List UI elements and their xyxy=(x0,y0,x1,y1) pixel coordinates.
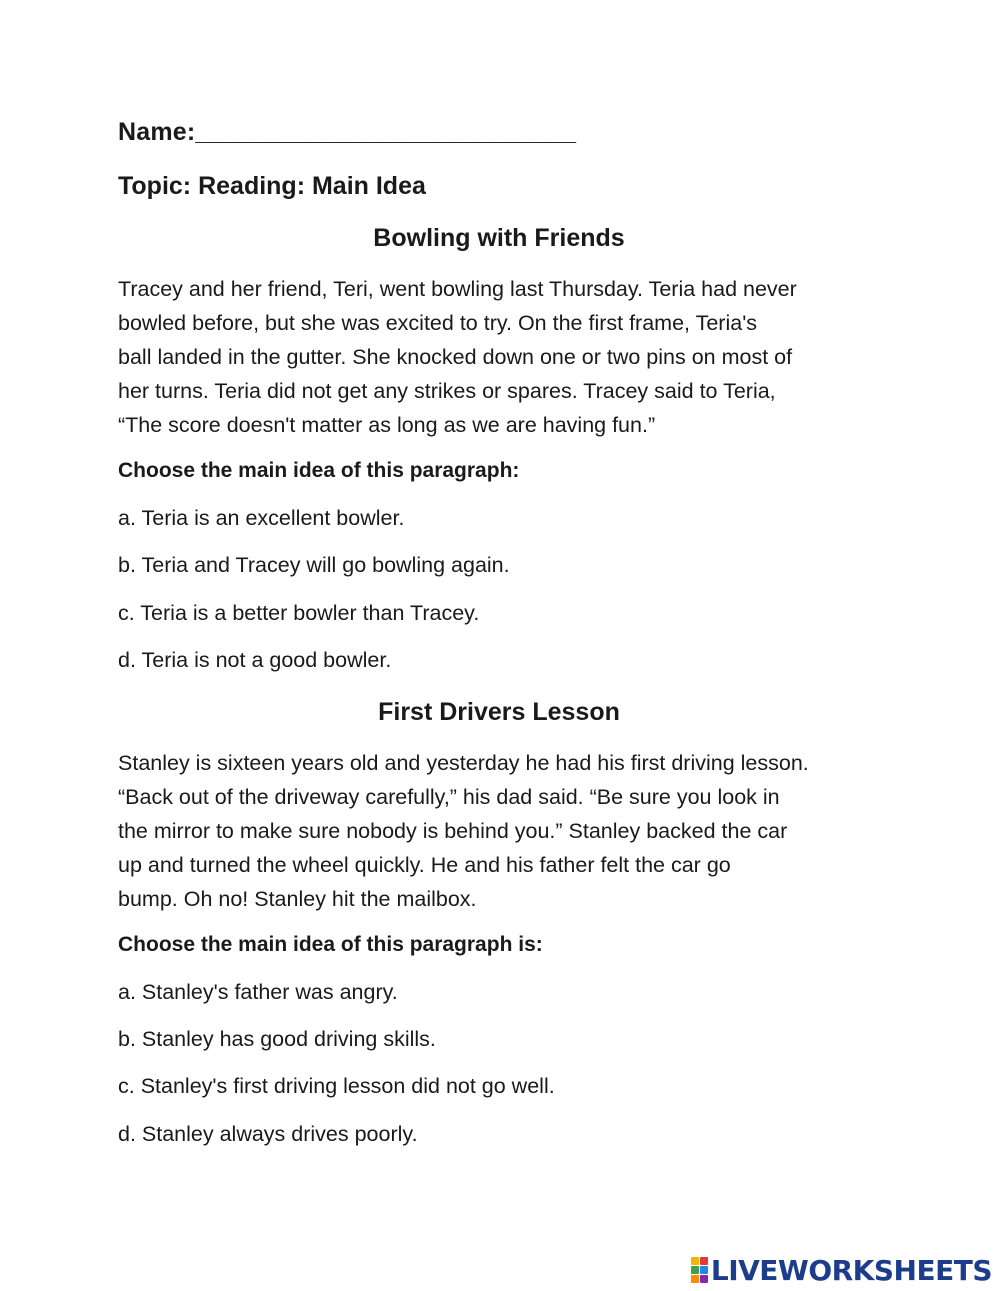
answer-option-b[interactable]: b. Teria and Tracey will go bowling again. xyxy=(118,553,510,577)
answer-option-c[interactable]: c. Teria is a better bowler than Tracey. xyxy=(118,601,480,625)
question-prompt-driving: Choose the main idea of this paragraph is: xyxy=(118,933,543,956)
story-title-bowling: Bowling with Friends xyxy=(373,224,625,252)
topic-label: Topic: Reading: Main Idea xyxy=(118,172,426,200)
answer-option-d[interactable]: d. Teria is not a good bowler. xyxy=(118,648,392,672)
answer-option-b[interactable]: b. Stanley has good driving skills. xyxy=(118,1027,436,1051)
liveworksheets-blocks-icon xyxy=(691,1257,708,1283)
answer-option-c[interactable]: c. Stanley's first driving lesson did not go well. xyxy=(118,1074,555,1098)
name-field-label: Name:___________________________ xyxy=(118,118,577,146)
liveworksheets-logo xyxy=(691,1253,992,1287)
story-title-driving: First Drivers Lesson xyxy=(378,698,620,726)
story-paragraph-driving: Stanley is sixteen years old and yesterday he had his first driving lesson. “Back out of the driveway carefully,” his dad said. “Be sure you look in the mirror to make sure nobody is behind you.” Stanley backed the car up and turned the wheel quickly. He and his father felt the car go bump. Oh no! Stanley hit the mailbox. xyxy=(118,751,809,911)
logo-text: LIVEWORKSHEETS xyxy=(710,1253,992,1287)
story-paragraph-bowling: Tracey and her friend, Teri, went bowling last Thursday. Teria had never bowled before, but she was excited to try. On the first frame, Teria's ball landed in the gutter. She knocked down one or two pins on most of her turns. Teria did not get any strikes or spares. Tracey said to Teria, “The score doesn't matter as long as we are having fun.” xyxy=(118,277,797,437)
answer-option-a[interactable]: a. Stanley's father was angry. xyxy=(118,980,398,1004)
question-prompt-bowling: Choose the main idea of this paragraph: xyxy=(118,459,520,482)
answer-option-d[interactable]: d. Stanley always drives poorly. xyxy=(118,1122,418,1146)
answer-option-a[interactable]: a. Teria is an excellent bowler. xyxy=(118,506,405,530)
